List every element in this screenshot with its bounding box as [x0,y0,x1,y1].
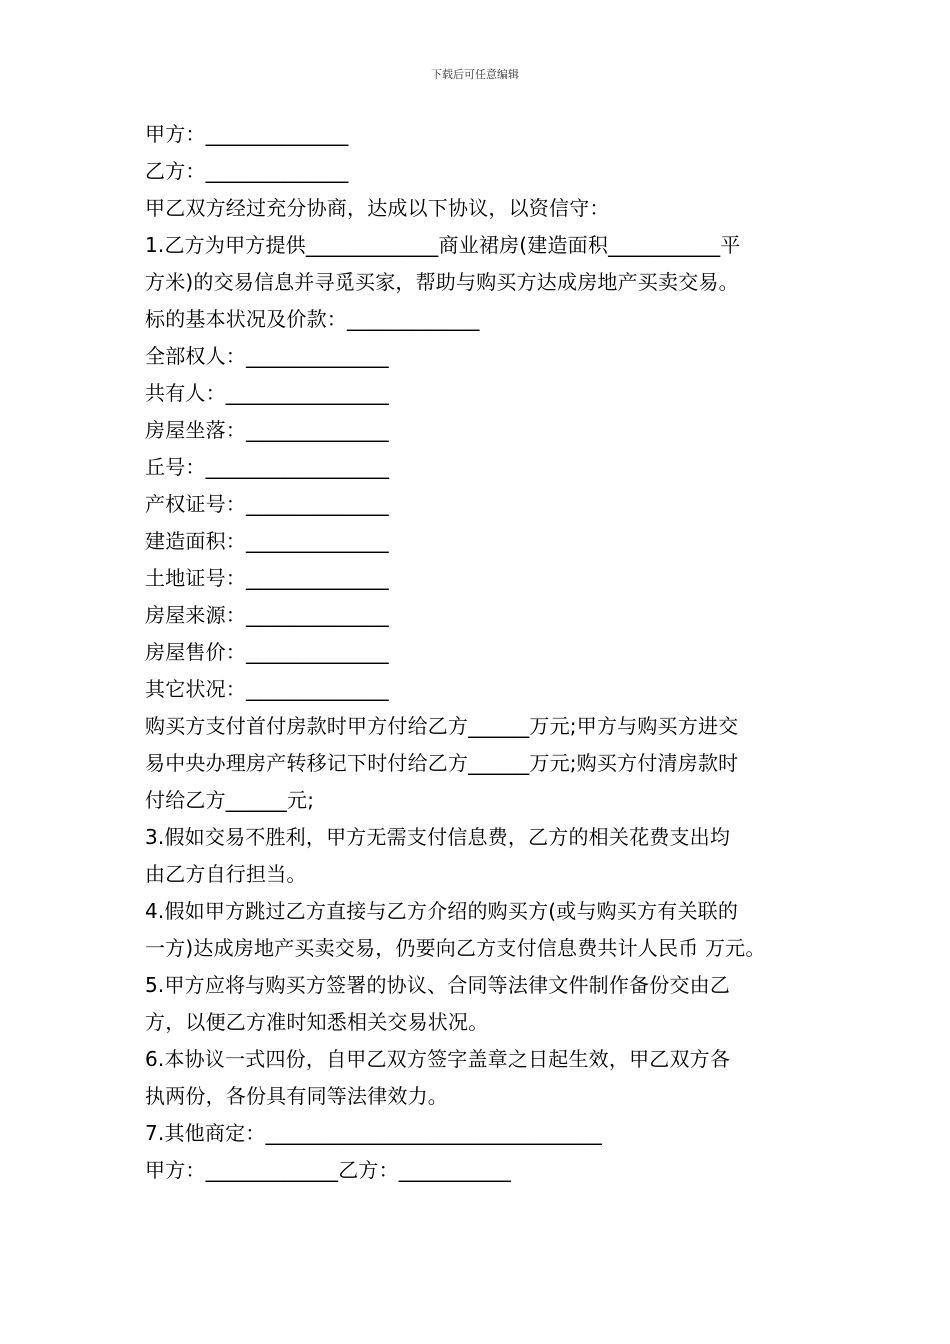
field-land-cert: 土地证号：______________ [145,566,389,590]
field-other: 其它状况：______________ [145,677,389,701]
field-build-area: 建造面积：______________ [145,529,389,553]
clause-6-line-2: 执两份，各份具有同等法律效力。 [145,1084,448,1108]
field-co-owner: 共有人：________________ [145,381,389,405]
field-source: 房屋来源：______________ [145,603,389,627]
field-title-cert: 产权证号：______________ [145,492,389,516]
party-a-line: 甲方：______________ [145,122,349,146]
clause-7-line: 7.其他商定：_________________________________ [145,1121,603,1145]
clause-4-line-2: 一方)达成房地产买卖交易，仍要向乙方支付信息费共计人民币 万元。 [145,936,766,960]
signature-line: 甲方：_____________乙方：___________ [145,1158,511,1182]
page-header: 下载后可任意编辑 [431,68,519,81]
agreement-intro: 甲乙双方经过充分协商，达成以下协议，以资信守： [145,196,610,220]
clause-5-line-1: 5.甲方应将与购买方签署的协议、合同等法律文件制作备份交由乙 [145,973,731,997]
party-b-line: 乙方：______________ [145,159,349,183]
clause-4-line-1: 4.假如甲方跳过乙方直接与乙方介绍的购买方(或与购买方有关联的 [145,899,739,923]
subject-overview: 标的基本状况及价款：_____________ [145,307,480,331]
document-body [145,116,815,1189]
clause-5-line-2: 方，以便乙方准时知悉相关交易状况。 [145,1010,489,1034]
field-price: 房屋售价：______________ [145,640,389,664]
clause-3-line-1: 3.假如交易不胜利，甲方无需支付信息费，乙方的相关花费支出均 [145,825,731,849]
field-owner: 全部权人：______________ [145,344,389,368]
payment-line-2: 易中央办理房产转移记下时付给乙方______万元;购买方付清房款时 [145,751,739,775]
clause-1-line-1: 1.乙方为甲方提供_____________商业裙房(建造面积___________平 [145,233,741,257]
clause-3-line-2: 由乙方自行担当。 [145,862,307,886]
payment-line-3: 付给乙方______元; [145,788,315,812]
clause-1-line-2: 方米)的交易信息并寻觅买家，帮助与购买方达成房地产买卖交易。 [145,270,739,294]
payment-line-1: 购买方支付首付房款时甲方付给乙方______万元;甲方与购买方进交 [145,714,739,738]
field-lot-number: 丘号：__________________ [145,455,390,479]
clause-6-line-1: 6.本协议一式四份，自甲乙双方签字盖章之日起生效，甲乙双方各 [145,1047,731,1071]
field-location: 房屋坐落：______________ [145,418,389,442]
